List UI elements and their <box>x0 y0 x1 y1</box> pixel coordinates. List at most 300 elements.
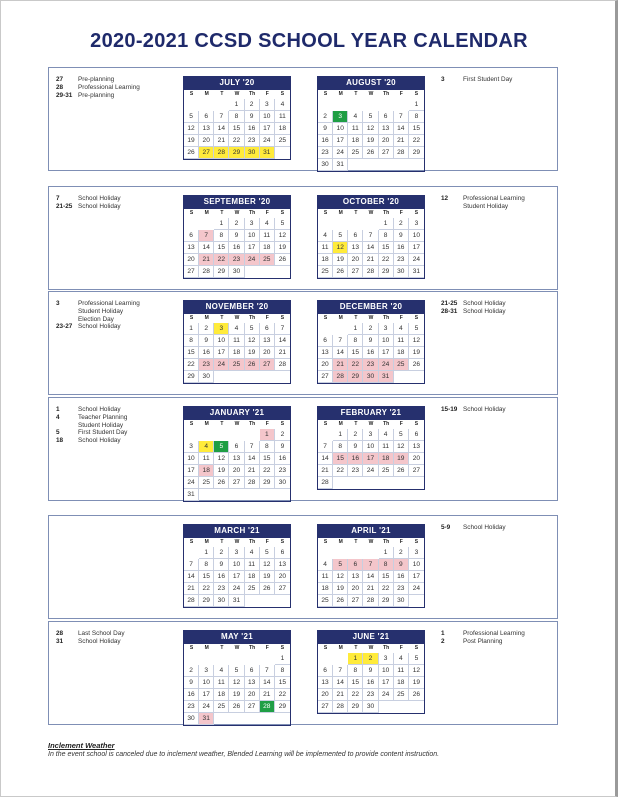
event-item <box>56 76 140 84</box>
day-cell <box>379 701 394 713</box>
day-cell: 27 <box>184 266 199 278</box>
day-cell <box>214 713 229 725</box>
day-cell: 19 <box>394 453 409 465</box>
day-cell: 4 <box>318 559 333 571</box>
event-text: School Holiday <box>78 637 121 645</box>
weekday-label: T <box>220 315 224 321</box>
day-cell: 14 <box>199 242 214 254</box>
day-cell: 9 <box>363 665 378 677</box>
day-cell <box>229 653 244 665</box>
week-row <box>184 559 290 571</box>
day-cell: 20 <box>229 465 244 477</box>
month-title: OCTOBER '20 <box>317 195 425 209</box>
day-cell: 5 <box>184 111 199 123</box>
day-cell: 20 <box>275 571 290 583</box>
day-cell: 4 <box>318 230 333 242</box>
day-cell: 2 <box>363 323 378 335</box>
day-cell: 5 <box>275 218 290 230</box>
week-row <box>184 465 290 477</box>
day-cell: 3 <box>333 111 348 123</box>
week-row <box>318 441 424 453</box>
event-text: Last School Day <box>78 630 125 637</box>
day-cell: 7 <box>363 230 378 242</box>
week-row <box>184 583 290 595</box>
event-date: 5 <box>56 429 60 437</box>
event-item <box>56 300 140 308</box>
day-cell: 17 <box>409 571 424 583</box>
day-cell: 15 <box>275 677 290 689</box>
month-calendar <box>317 300 425 384</box>
day-cell: 24 <box>214 359 229 371</box>
weekday-label: T <box>220 91 224 97</box>
day-cell: 22 <box>379 254 394 266</box>
day-cell: 17 <box>199 689 214 701</box>
day-cell <box>199 429 214 441</box>
day-cell: 27 <box>199 147 214 159</box>
day-cell: 13 <box>318 677 333 689</box>
day-cell: 8 <box>379 230 394 242</box>
event-date: 18 <box>56 437 64 445</box>
day-cell: 27 <box>348 266 363 278</box>
day-cell: 11 <box>318 571 333 583</box>
day-cell <box>394 371 409 383</box>
event-item <box>56 638 125 646</box>
week-row <box>318 677 424 689</box>
weekday-label: Th <box>383 210 390 216</box>
event-date: 5-9 <box>441 524 451 531</box>
weekday-label: M <box>338 645 343 651</box>
event-item <box>56 406 127 414</box>
month-calendar <box>183 195 291 279</box>
day-cell <box>363 547 378 559</box>
weekday-label: Th <box>383 645 390 651</box>
event-item <box>56 422 127 430</box>
day-cell: 28 <box>199 266 214 278</box>
day-cell <box>348 477 363 489</box>
day-cell <box>318 429 333 441</box>
day-cell: 23 <box>199 359 214 371</box>
day-cell: 8 <box>333 441 348 453</box>
week-row <box>184 477 290 489</box>
weekday-label: Th <box>383 315 390 321</box>
day-cell: 16 <box>184 689 199 701</box>
day-cell: 2 <box>275 429 290 441</box>
day-cell: 14 <box>245 453 260 465</box>
events-list <box>441 630 525 646</box>
month-calendar <box>183 300 291 384</box>
events-list <box>441 195 525 211</box>
day-cell: 17 <box>245 242 260 254</box>
day-cell: 23 <box>394 254 409 266</box>
day-cell <box>229 713 244 725</box>
day-cell: 14 <box>394 123 409 135</box>
day-cell: 8 <box>409 111 424 123</box>
day-cell: 1 <box>214 218 229 230</box>
weekday-label: S <box>414 539 419 545</box>
weekday-label: F <box>399 421 403 427</box>
day-cell: 28 <box>394 147 409 159</box>
day-cell: 6 <box>409 429 424 441</box>
day-cell: 23 <box>245 135 260 147</box>
day-cell: 3 <box>409 218 424 230</box>
day-cell: 25 <box>229 359 244 371</box>
event-text: Post Planning <box>463 637 503 645</box>
event-date <box>56 308 78 316</box>
day-cell: 12 <box>333 242 348 254</box>
day-cell: 23 <box>275 465 290 477</box>
day-cell <box>333 547 348 559</box>
event-item <box>56 308 140 316</box>
day-cell: 29 <box>348 701 363 713</box>
day-cell: 9 <box>394 559 409 571</box>
day-cell: 13 <box>275 559 290 571</box>
month-calendar <box>317 195 425 279</box>
event-item <box>441 300 506 308</box>
month-title: FEBRUARY '21 <box>317 406 425 420</box>
week-row <box>184 347 290 359</box>
weekday-label: Th <box>383 91 390 97</box>
month-calendar <box>183 524 291 608</box>
day-cell: 22 <box>260 465 275 477</box>
weekday-label: T <box>354 315 358 321</box>
day-cell: 12 <box>394 441 409 453</box>
day-cell: 24 <box>184 477 199 489</box>
day-cell <box>184 429 199 441</box>
day-cell: 13 <box>348 571 363 583</box>
weekday-label: S <box>189 539 194 545</box>
day-cell: 9 <box>214 559 229 571</box>
day-cell: 27 <box>318 371 333 383</box>
day-cell: 25 <box>379 465 394 477</box>
event-text: School Holiday <box>463 300 506 307</box>
day-cell: 8 <box>229 111 244 123</box>
weekday-header <box>318 644 424 653</box>
day-cell <box>275 595 290 607</box>
day-cell: 30 <box>318 159 333 171</box>
day-cell: 29 <box>260 477 275 489</box>
day-cell <box>394 159 409 171</box>
day-cell: 14 <box>333 677 348 689</box>
day-cell: 26 <box>409 359 424 371</box>
day-cell: 11 <box>199 453 214 465</box>
day-cell <box>214 99 229 111</box>
week-row <box>318 266 424 278</box>
day-cell: 16 <box>348 453 363 465</box>
day-cell: 18 <box>260 242 275 254</box>
note-title: Inclement Weather <box>48 741 115 750</box>
event-text: School Holiday <box>463 406 506 413</box>
week-row <box>184 111 290 123</box>
week-row <box>318 323 424 335</box>
week-row <box>184 571 290 583</box>
day-cell: 4 <box>275 99 290 111</box>
day-cell <box>214 429 229 441</box>
day-cell: 1 <box>184 323 199 335</box>
day-cell: 30 <box>184 713 199 725</box>
day-cell <box>199 99 214 111</box>
day-cell <box>379 477 394 489</box>
day-cell: 16 <box>363 677 378 689</box>
day-cell: 10 <box>184 453 199 465</box>
day-cell: 8 <box>214 230 229 242</box>
day-cell: 20 <box>260 347 275 359</box>
week-row <box>184 230 290 242</box>
day-cell <box>184 218 199 230</box>
day-cell: 30 <box>275 477 290 489</box>
day-cell: 24 <box>379 359 394 371</box>
weekday-label: S <box>414 210 419 216</box>
month-title: SEPTEMBER '20 <box>183 195 291 209</box>
day-cell: 4 <box>245 547 260 559</box>
day-cell: 31 <box>409 266 424 278</box>
day-cell: 22 <box>348 359 363 371</box>
day-cell: 12 <box>245 335 260 347</box>
day-cell: 2 <box>394 218 409 230</box>
day-cell: 26 <box>333 266 348 278</box>
day-cell: 20 <box>348 254 363 266</box>
day-cell <box>275 713 290 725</box>
week-row <box>318 465 424 477</box>
day-cell <box>379 159 394 171</box>
weekday-header <box>184 209 290 218</box>
weekday-label: S <box>323 91 328 97</box>
day-cell: 26 <box>275 254 290 266</box>
day-cell: 14 <box>363 571 378 583</box>
day-cell: 14 <box>184 571 199 583</box>
day-cell: 20 <box>184 254 199 266</box>
day-cell: 24 <box>409 583 424 595</box>
event-date: 1 <box>441 630 445 637</box>
day-cell <box>333 99 348 111</box>
day-cell: 26 <box>363 147 378 159</box>
day-cell: 30 <box>199 371 214 383</box>
weekday-label: M <box>204 421 209 427</box>
weekday-label: W <box>234 539 240 545</box>
event-text: Pre-planning <box>78 91 115 99</box>
weekday-label: T <box>354 645 358 651</box>
day-cell: 28 <box>275 359 290 371</box>
day-cell: 3 <box>214 323 229 335</box>
day-cell: 16 <box>363 347 378 359</box>
day-cell: 8 <box>260 441 275 453</box>
day-cell <box>275 147 290 159</box>
day-cell: 28 <box>245 477 260 489</box>
week-row <box>318 218 424 230</box>
day-cell: 9 <box>229 230 244 242</box>
weekday-label: W <box>368 210 374 216</box>
weekday-label: M <box>338 421 343 427</box>
day-cell: 1 <box>199 547 214 559</box>
day-cell: 31 <box>379 371 394 383</box>
weekday-label: Th <box>249 645 256 651</box>
day-cell <box>348 99 363 111</box>
day-cell: 29 <box>379 595 394 607</box>
day-cell: 29 <box>214 266 229 278</box>
event-text: School Holiday <box>463 524 506 531</box>
day-cell: 1 <box>275 653 290 665</box>
day-cell: 14 <box>260 677 275 689</box>
weekday-label: W <box>368 539 374 545</box>
event-date <box>56 316 78 324</box>
day-cell <box>245 595 260 607</box>
event-text: Pre-planning <box>78 76 115 83</box>
day-cell: 22 <box>409 135 424 147</box>
week-row <box>318 242 424 254</box>
month-title: JUNE '21 <box>317 630 425 644</box>
day-cell: 22 <box>275 689 290 701</box>
week-row <box>318 99 424 111</box>
day-cell: 18 <box>199 465 214 477</box>
events-list <box>56 195 121 211</box>
day-cell <box>333 477 348 489</box>
day-cell: 19 <box>275 242 290 254</box>
day-cell: 1 <box>348 653 363 665</box>
event-date: 2 <box>441 637 445 645</box>
month-title: MAY '21 <box>183 630 291 644</box>
day-cell: 19 <box>333 254 348 266</box>
weekday-header <box>184 90 290 99</box>
day-cell: 28 <box>363 266 378 278</box>
event-item <box>56 195 121 203</box>
weekday-label: S <box>323 645 328 651</box>
day-cell <box>318 323 333 335</box>
day-cell: 21 <box>275 347 290 359</box>
week-row <box>184 489 290 501</box>
week-row <box>184 547 290 559</box>
event-item <box>441 195 525 203</box>
week-row <box>318 147 424 159</box>
weekday-label: M <box>204 91 209 97</box>
day-cell: 29 <box>275 701 290 713</box>
month-title: APRIL '21 <box>317 524 425 538</box>
day-cell: 25 <box>348 147 363 159</box>
events-list <box>441 300 506 316</box>
month-title: NOVEMBER '20 <box>183 300 291 314</box>
day-cell: 15 <box>348 347 363 359</box>
day-cell: 16 <box>275 453 290 465</box>
event-item <box>441 203 525 211</box>
day-cell: 10 <box>333 123 348 135</box>
day-cell: 2 <box>199 323 214 335</box>
day-cell: 28 <box>333 371 348 383</box>
event-date: 27 <box>56 76 64 83</box>
event-text: Teacher Planning <box>78 413 128 421</box>
day-cell: 3 <box>229 547 244 559</box>
day-cell: 20 <box>245 689 260 701</box>
day-cell: 9 <box>318 123 333 135</box>
month-calendar <box>183 630 291 726</box>
events-list <box>56 76 140 99</box>
day-cell: 19 <box>229 689 244 701</box>
month-grid <box>183 644 291 726</box>
week-row <box>318 347 424 359</box>
day-cell: 11 <box>214 677 229 689</box>
event-date <box>441 203 463 211</box>
weekday-label: T <box>220 210 224 216</box>
day-cell: 25 <box>394 689 409 701</box>
day-cell: 30 <box>363 371 378 383</box>
day-cell: 30 <box>394 266 409 278</box>
day-cell: 26 <box>229 701 244 713</box>
day-cell: 5 <box>333 230 348 242</box>
day-cell: 26 <box>333 595 348 607</box>
day-cell: 4 <box>199 441 214 453</box>
day-cell: 24 <box>363 465 378 477</box>
day-cell: 16 <box>394 571 409 583</box>
day-cell: 27 <box>229 477 244 489</box>
month-calendar <box>317 630 425 714</box>
event-date: 28 <box>56 630 64 637</box>
day-cell: 18 <box>379 453 394 465</box>
day-cell: 16 <box>394 242 409 254</box>
day-cell: 26 <box>394 465 409 477</box>
day-cell: 9 <box>363 335 378 347</box>
day-cell: 28 <box>214 147 229 159</box>
day-cell: 4 <box>379 429 394 441</box>
week-row <box>318 477 424 489</box>
day-cell <box>409 159 424 171</box>
weekday-label: M <box>338 210 343 216</box>
day-cell <box>275 371 290 383</box>
day-cell: 3 <box>363 429 378 441</box>
day-cell: 12 <box>363 123 378 135</box>
weekday-header <box>318 90 424 99</box>
day-cell: 1 <box>409 99 424 111</box>
day-cell <box>229 429 244 441</box>
event-text: Student Holiday <box>78 421 124 429</box>
day-cell <box>245 713 260 725</box>
day-cell: 16 <box>229 242 244 254</box>
weekday-label: W <box>234 91 240 97</box>
week-row <box>184 371 290 383</box>
weekday-label: Th <box>249 91 256 97</box>
week-row <box>318 689 424 701</box>
weekday-label: Th <box>249 210 256 216</box>
events-list <box>56 406 127 445</box>
day-cell <box>275 266 290 278</box>
event-item <box>56 323 140 331</box>
day-cell: 18 <box>318 583 333 595</box>
day-cell: 22 <box>199 583 214 595</box>
day-cell: 19 <box>214 465 229 477</box>
month-grid <box>317 209 425 279</box>
event-text: First Student Day <box>78 429 128 437</box>
day-cell: 18 <box>394 347 409 359</box>
day-cell <box>214 653 229 665</box>
day-cell: 17 <box>379 677 394 689</box>
event-text: Professional Learning <box>78 300 140 307</box>
weekday-label: F <box>399 91 403 97</box>
day-cell <box>409 701 424 713</box>
weekday-label: M <box>204 210 209 216</box>
day-cell: 21 <box>318 465 333 477</box>
event-text: School Holiday <box>463 307 506 315</box>
weekday-header <box>184 420 290 429</box>
weekday-label: T <box>354 421 358 427</box>
day-cell: 21 <box>214 135 229 147</box>
events-list <box>441 76 512 84</box>
day-cell: 17 <box>260 123 275 135</box>
day-cell: 25 <box>318 266 333 278</box>
event-date: 15-19 <box>441 406 458 413</box>
week-row <box>184 665 290 677</box>
week-row <box>184 359 290 371</box>
day-cell: 2 <box>214 547 229 559</box>
month-calendar <box>317 524 425 608</box>
weekday-label: F <box>265 539 269 545</box>
event-item <box>56 84 140 92</box>
day-cell <box>333 218 348 230</box>
